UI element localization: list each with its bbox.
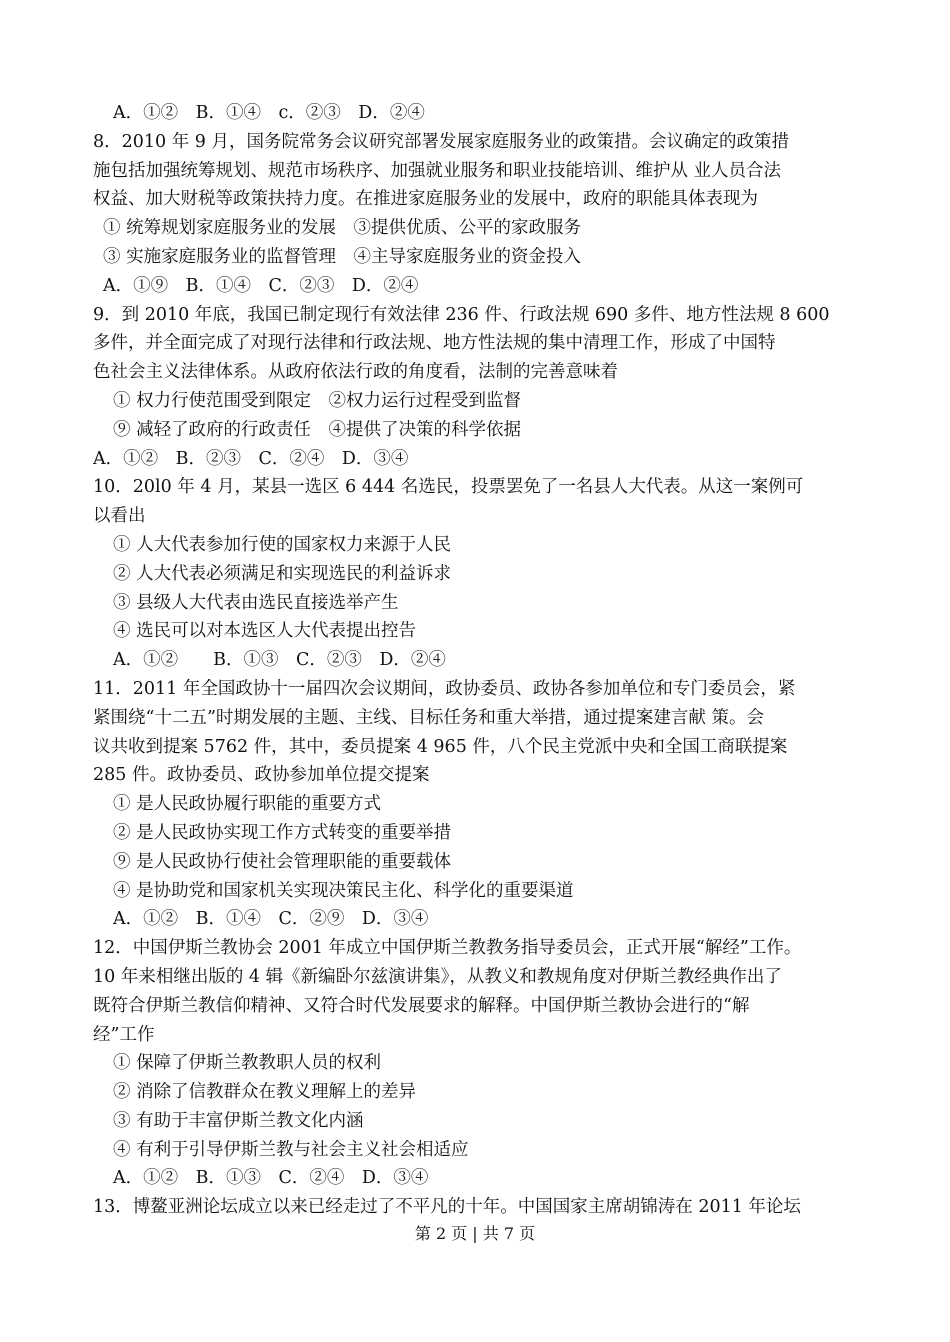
q7-answer-options: A．①② B．①④ c．②③ D．②④ xyxy=(113,103,425,123)
q12-stem-line-3: 既符合伊斯兰教信仰精神、又符合时代发展要求的解释。中国伊斯兰教协会进行的“解 xyxy=(93,995,750,1016)
q10-stem-line-2: 以看出 xyxy=(93,506,146,527)
q10-stem-line-1: 10．20l0 年 4 月，某县一选区 6 444 名选民，投票罢免了一名县人大代表。从这一案例可 xyxy=(93,477,804,498)
q12-stem-line-1: 12．中国伊斯兰教协会 2001 年成立中国伊斯兰教教务指导委员会，正式开展“解经”工作。 xyxy=(93,938,802,959)
q8-option-row-2: ③ 实施家庭服务业的监督管理 ④主导家庭服务业的资金投入 xyxy=(103,246,582,267)
q8-stem-line-1: 8．2010 年 9 月，国务院常务会议研究部署发展家庭服务业的政策措。会议确定的政策措 xyxy=(93,131,789,152)
q12-option-4: ④ 有利于引导伊斯兰教与社会主义社会相适应 xyxy=(113,1139,469,1160)
q8-answer-options: A．①⑨ B．①④ C．②③ D．②④ xyxy=(103,275,419,296)
q12-stem-line-2: 10 年来相继出版的 4 辑《新编卧尔兹演讲集》，从教义和教规角度对伊斯兰教经典作出了 xyxy=(93,966,782,987)
q9-stem-line-3: 色社会主义法律体系。从政府依法行政的角度看，法制的完善意味着 xyxy=(93,362,618,383)
q12-answer-options: A．①② B．①③ C．②④ D．③④ xyxy=(113,1168,429,1189)
q12-option-3: ③ 有助于丰富伊斯兰教文化内涵 xyxy=(113,1110,364,1131)
q11-option-1: ① 是人民政协履行职能的重要方式 xyxy=(113,794,382,815)
q9-stem-line-2: 多件，并全面完成了对现行法律和行政法规、地方性法规的集中清理工作，形成了中国特 xyxy=(93,333,776,354)
q9-option-row-1: ① 权力行使范围受到限定 ②权力运行过程受到监督 xyxy=(113,390,522,411)
q11-option-2: ② 是人民政协实现工作方式转变的重要举措 xyxy=(113,822,452,843)
q11-stem-line-4: 285 件。政协委员、政协参加单位提交提案 xyxy=(93,765,430,786)
q9-answer-options: A．①② B．②③ C．②④ D．③④ xyxy=(93,448,409,469)
q8-stem-line-3: 权益、加大财税等政策扶持力度。在推进家庭服务业的发展中，政府的职能具体表现为 xyxy=(93,189,758,210)
q10-option-1: ① 人大代表参加行使的国家权力来源于人民 xyxy=(113,534,452,555)
q11-option-4: ④ 是协助党和国家机关实现决策民主化、科学化的重要渠道 xyxy=(113,880,574,901)
q8-stem-line-2: 施包括加强统筹规划、规范市场秩序、加强就业服务和职业技能培训、维护从 业人员合法 xyxy=(93,160,782,181)
q8-option-row-1: ① 统筹规划家庭服务业的发展 ③提供优质、公平的家政服务 xyxy=(103,218,582,239)
q10-option-2: ② 人大代表必须满足和实现选民的利益诉求 xyxy=(113,563,452,584)
q11-option-3: ⑨ 是人民政协行使社会管理职能的重要载体 xyxy=(113,851,452,872)
q9-option-row-2: ⑨ 减轻了政府的行政责任 ④提供了决策的科学依据 xyxy=(113,419,522,440)
q13-stem-line-1: 13．博鳌亚洲论坛成立以来已经走过了不平凡的十年。中国国家主席胡锦涛在 2011 年论坛 xyxy=(93,1197,801,1218)
q10-answer-options: A．①② B．①③ C．②③ D．②④ xyxy=(113,650,446,671)
q12-option-2: ② 消除了信教群众在教义理解上的差异 xyxy=(113,1082,417,1103)
q12-option-1: ① 保障了伊斯兰教教职人员的权利 xyxy=(113,1053,382,1074)
q11-stem-line-3: 议共收到提案 5762 件，其中，委员提案 4 965 件，八个民主党派中央和全国工商联提案 xyxy=(93,736,788,757)
q10-option-4: ④ 选民可以对本选区人大代表提出控告 xyxy=(113,621,417,642)
q10-option-3: ③ 县级人大代表由选民直接选举产生 xyxy=(113,592,399,613)
q12-stem-line-4: 经”工作 xyxy=(93,1024,155,1045)
page-footer: 第 2 页 | 共 7 页 xyxy=(414,1224,536,1243)
q9-stem-line-1: 9．到 2010 年底，我国已制定现行有效法律 236 件、行政法规 690 多件、地方性法规 8 600 xyxy=(93,304,830,325)
q11-stem-line-2: 紧围绕“十二五”时期发展的主题、主线、目标任务和重大举措，通过提案建言献 策。会 xyxy=(93,707,764,728)
q11-answer-options: A．①② B．①④ C．②⑨ D．③④ xyxy=(113,909,429,930)
q11-stem-line-1: 11．2011 年全国政协十一届四次会议期间，政协委员、政协各参加单位和专门委员会，紧 xyxy=(93,678,796,699)
exam-text-body xyxy=(93,99,863,1222)
